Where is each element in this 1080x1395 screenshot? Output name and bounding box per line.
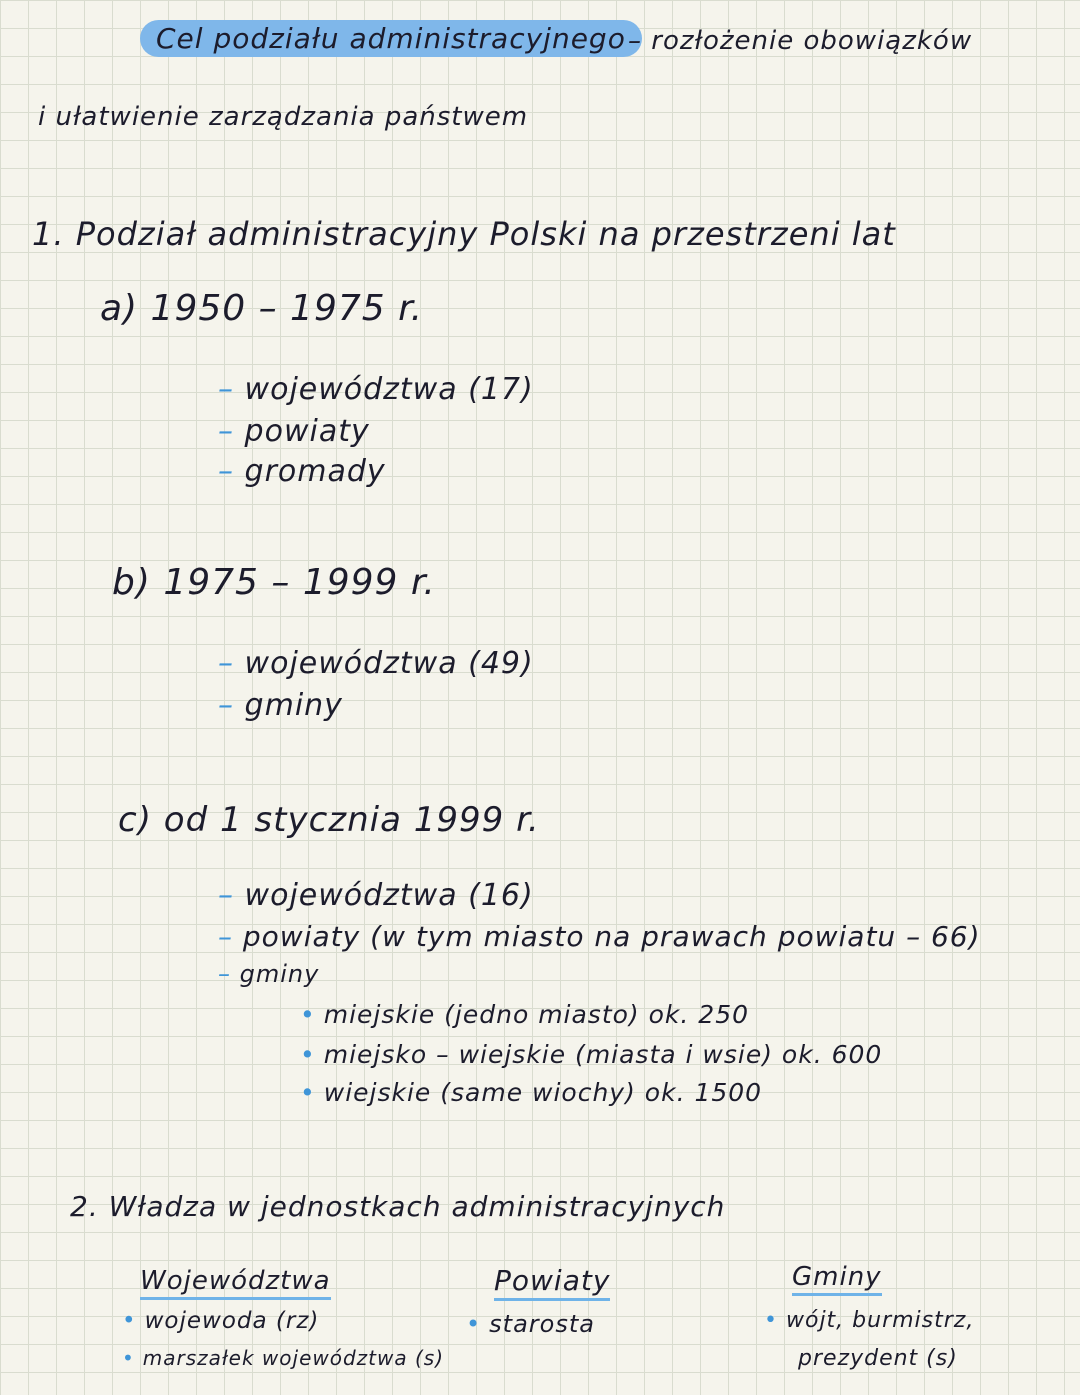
period-b-item-1: – województwa (49) xyxy=(218,646,534,681)
column-powiaty-title: Powiaty xyxy=(494,1264,610,1297)
column-wojewodztwa-title: Województwa xyxy=(140,1266,331,1296)
gminy-type-wiejskie: • wiejskie (same wiochy) ok. 1500 xyxy=(300,1078,762,1107)
intro-line2: i ułatwienie zarządzania państwem xyxy=(38,102,529,132)
period-a-label: a) 1950 – 1975 r. xyxy=(100,288,424,329)
intro-line1-rest: – rozłożenie obowiązków xyxy=(628,26,973,56)
column-wojewodztwa-item-2: • marszałek województwa (s) xyxy=(122,1346,444,1370)
period-c-item-1: – województwa (16) xyxy=(218,878,534,913)
gminy-type-miejskie: • miejskie (jedno miasto) ok. 250 xyxy=(300,1000,749,1029)
section1-heading: 1. Podział administracyjny Polski na przestrzeni lat xyxy=(32,215,896,253)
column-gminy-item-2: prezydent (s) xyxy=(798,1346,958,1371)
period-c-label: c) od 1 stycznia 1999 r. xyxy=(118,800,540,840)
column-gminy-title: Gminy xyxy=(792,1262,882,1292)
period-c-item-2: – powiaty (w tym miasto na prawach powiatu – 66) xyxy=(218,920,981,953)
period-b-item-2: – gminy xyxy=(218,688,343,723)
intro-highlight: Cel podziału administracyjnego xyxy=(140,22,642,55)
section2-heading: 2. Władza w jednostkach administracyjnych xyxy=(70,1190,726,1223)
column-gminy-item-1: • wójt, burmistrz, xyxy=(764,1308,974,1333)
column-wojewodztwa-item-1: • wojewoda (rz) xyxy=(122,1308,319,1334)
column-powiaty-item-1: • starosta xyxy=(466,1310,595,1338)
period-a-item-2: – powiaty xyxy=(218,414,370,449)
period-a-item-3: – gromady xyxy=(218,454,386,489)
gminy-type-miejsko-wiejskie: • miejsko – wiejskie (miasta i wsie) ok. 600 xyxy=(300,1040,882,1069)
period-c-item-3: – gminy xyxy=(218,960,319,988)
period-a-item-1: – województwa (17) xyxy=(218,372,534,407)
period-b-label: b) 1975 – 1999 r. xyxy=(112,562,436,603)
